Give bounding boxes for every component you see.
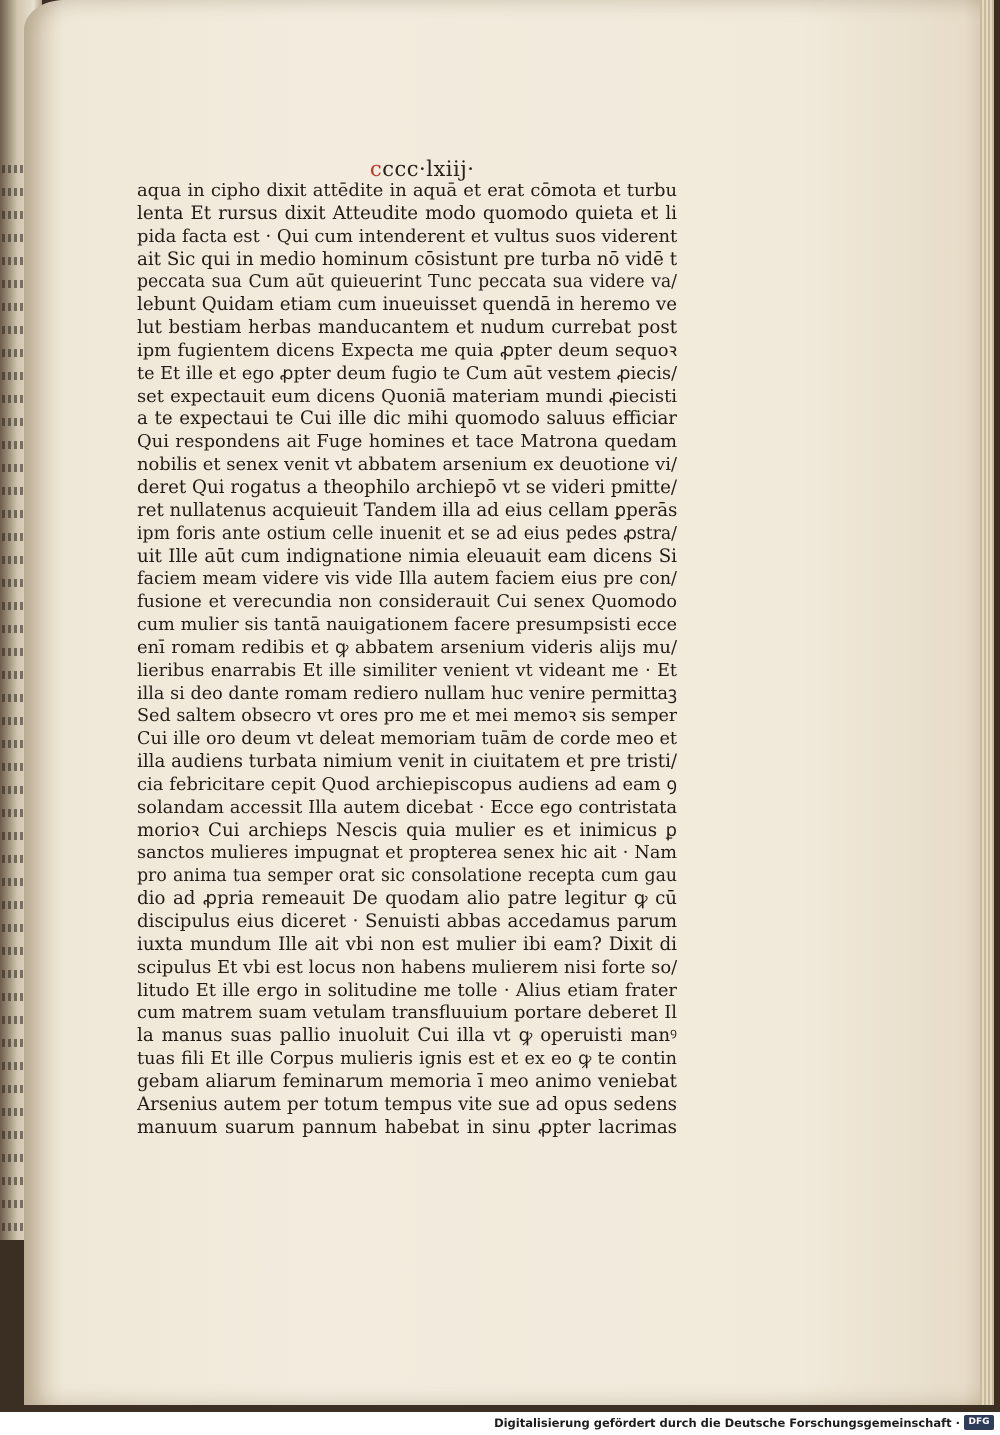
text-line: uit Ille aūt cum indignatione nimia eleuauit eam dicens Si [137, 545, 677, 567]
text-line: dio ad ꝓpria remeauit De quodam alio patre legitur ꝙ cū [137, 888, 677, 910]
facing-page-text-fragment [2, 901, 24, 909]
text-line: cum mulier sis tantā nauigationem facere presumpsisti ecce [137, 615, 677, 636]
text-line: solandam accessit Illa autem dicebat · Ecce ego contristata [137, 796, 677, 818]
text-line: ret nullatenus acquieuit Tandem illa ad eius cellam ꝑperās [137, 499, 677, 521]
text-line: la manus suas pallio inuoluit Cui illa vt ꝙ operuisti manꝰ [137, 1025, 677, 1047]
dfg-logo: DFG [964, 1415, 994, 1430]
text-line: nobilis et senex venit vt abbatem arsenium ex deuotione vi/ [137, 454, 677, 476]
text-line: sanctos mulieres impugnat et propterea senex hic ait · Nam [137, 843, 677, 864]
text-line: a te expectaui te Cui ille dic mihi quomodo saluus efficiar [137, 408, 677, 430]
text-line: cia febricitare cepit Quod archiepiscopus audiens ad eam ꝯ [137, 773, 677, 795]
text-line: faciem meam videre vis vide Illa autem faciem eius pre con/ [137, 569, 677, 590]
text-line: peccata sua Cum aūt quieuerint Tunc peccata sua videre va/ [137, 272, 677, 293]
text-line: pida facta est · Qui cum intenderent et vultus suos viderent [137, 225, 677, 247]
text-line: ipm fugientem dicens Expecta me quia ꝓpter deum sequoꝛ [137, 339, 677, 361]
page-fore-edge [980, 0, 994, 1405]
facing-page-text-fragment [2, 855, 26, 863]
facing-page-text-fragment [2, 1223, 26, 1231]
text-line: aqua in cipho dixit attēdite in aquā et erat cōmota et turbu [137, 180, 677, 201]
funding-credit: Digitalisierung gefördert durch die Deutsche Forschungsgemeinschaft · [494, 1416, 960, 1430]
facing-page-text-fragment [2, 165, 24, 173]
text-line: Sed saltem obsecro vt ores pro me et mei memoꝛ sis semper [137, 706, 677, 727]
text-line: discipulus eius diceret · Senuisti abbas accedamus parum [137, 911, 677, 932]
text-line: illa si deo dante romam rediero nullam huc venire permittaꝫ [137, 683, 677, 704]
text-line: Cui ille oro deum vt deleat memoriam tuām de corde meo et [137, 729, 677, 750]
text-line: litudo Et ille ergo in solitudine me tolle · Alius etiam frater [137, 979, 677, 1001]
text-line: ait Sic qui in medio hominum cōsistunt pre turba nō vidē t [137, 248, 677, 270]
text-line: lut bestiam herbas manducantem et nudum currebat post [137, 317, 677, 339]
folio-rubric-initial: c [370, 157, 383, 181]
facing-page-text-fragment [2, 694, 25, 702]
folio-number [370, 157, 474, 181]
text-line: tuas fili Et ille Corpus mulieris ignis est et ex eo ꝙ te contin [137, 1049, 677, 1070]
text-line: fusione et verecundia non considerauit Cui senex Quomodo [137, 592, 677, 613]
facing-page-text-fragment [2, 326, 25, 334]
text-line: lenta Et rursus dixit Atteudite modo quomodo quieta et li [137, 202, 677, 224]
text-line: lebunt Quidam etiam cum inueuisset quendā in heremo ve [137, 294, 677, 316]
text-line: scipulus Et vbi est locus non habens mulierem nisi forte so/ [137, 956, 677, 978]
facing-page-text-fragment [2, 1062, 25, 1070]
text-line: Arsenius autem per totum tempus vite sue ad opus sedens [137, 1093, 677, 1115]
facing-page-text-fragment [2, 487, 26, 495]
text-column [137, 180, 677, 1139]
text-line: iuxta mundum Ille ait vbi non est mulier ibi eam? Dixit di [137, 933, 677, 955]
text-line: Qui respondens ait Fuge homines et tace Matrona quedam [137, 431, 677, 453]
text-line: manuum suarum pannum habebat in sinu ꝓpter lacrimas [137, 1116, 677, 1138]
text-line: illa audiens turbata nimium venit in ciuitatem et pre tristi/ [137, 751, 677, 773]
text-line: pro anima tua semper orat sic consolatione recepta cum gau [137, 866, 677, 887]
text-line: cum matrem suam vetulam transfluuium portare deberet Il [137, 1002, 677, 1024]
text-line: enī romam redibis et ꝙ abbatem arsenium videris alijs mu/ [137, 636, 677, 658]
text-line: set expectauit eum dicens Quoniā materiam mundi ꝓiecisti [137, 385, 677, 407]
text-line: lieribus enarrabis Et ille similiter venient vt videant me · Et [137, 660, 677, 681]
text-line: deret Qui rogatus a theophilo archiepō vt se videri pmitte/ [137, 476, 677, 498]
text-line: ipm foris ante ostium celle inuenit et se ad eius pedes ꝓstra/ [137, 523, 677, 544]
text-line: te Et ille et ego ꝓpter deum fugio te Cum aūt vestem ꝓiecis/ [137, 363, 677, 384]
footer-bar [0, 1412, 1000, 1435]
folio-numeral: ccc·lxiij· [382, 157, 475, 181]
facing-page-text-fragment [2, 533, 24, 541]
text-line: morioꝛ Cui archieps Nescis quia mulier es et inimicus ꝑ [137, 819, 677, 841]
text-line: gebam aliarum feminarum memoria ī meo animo veniebat [137, 1070, 677, 1092]
